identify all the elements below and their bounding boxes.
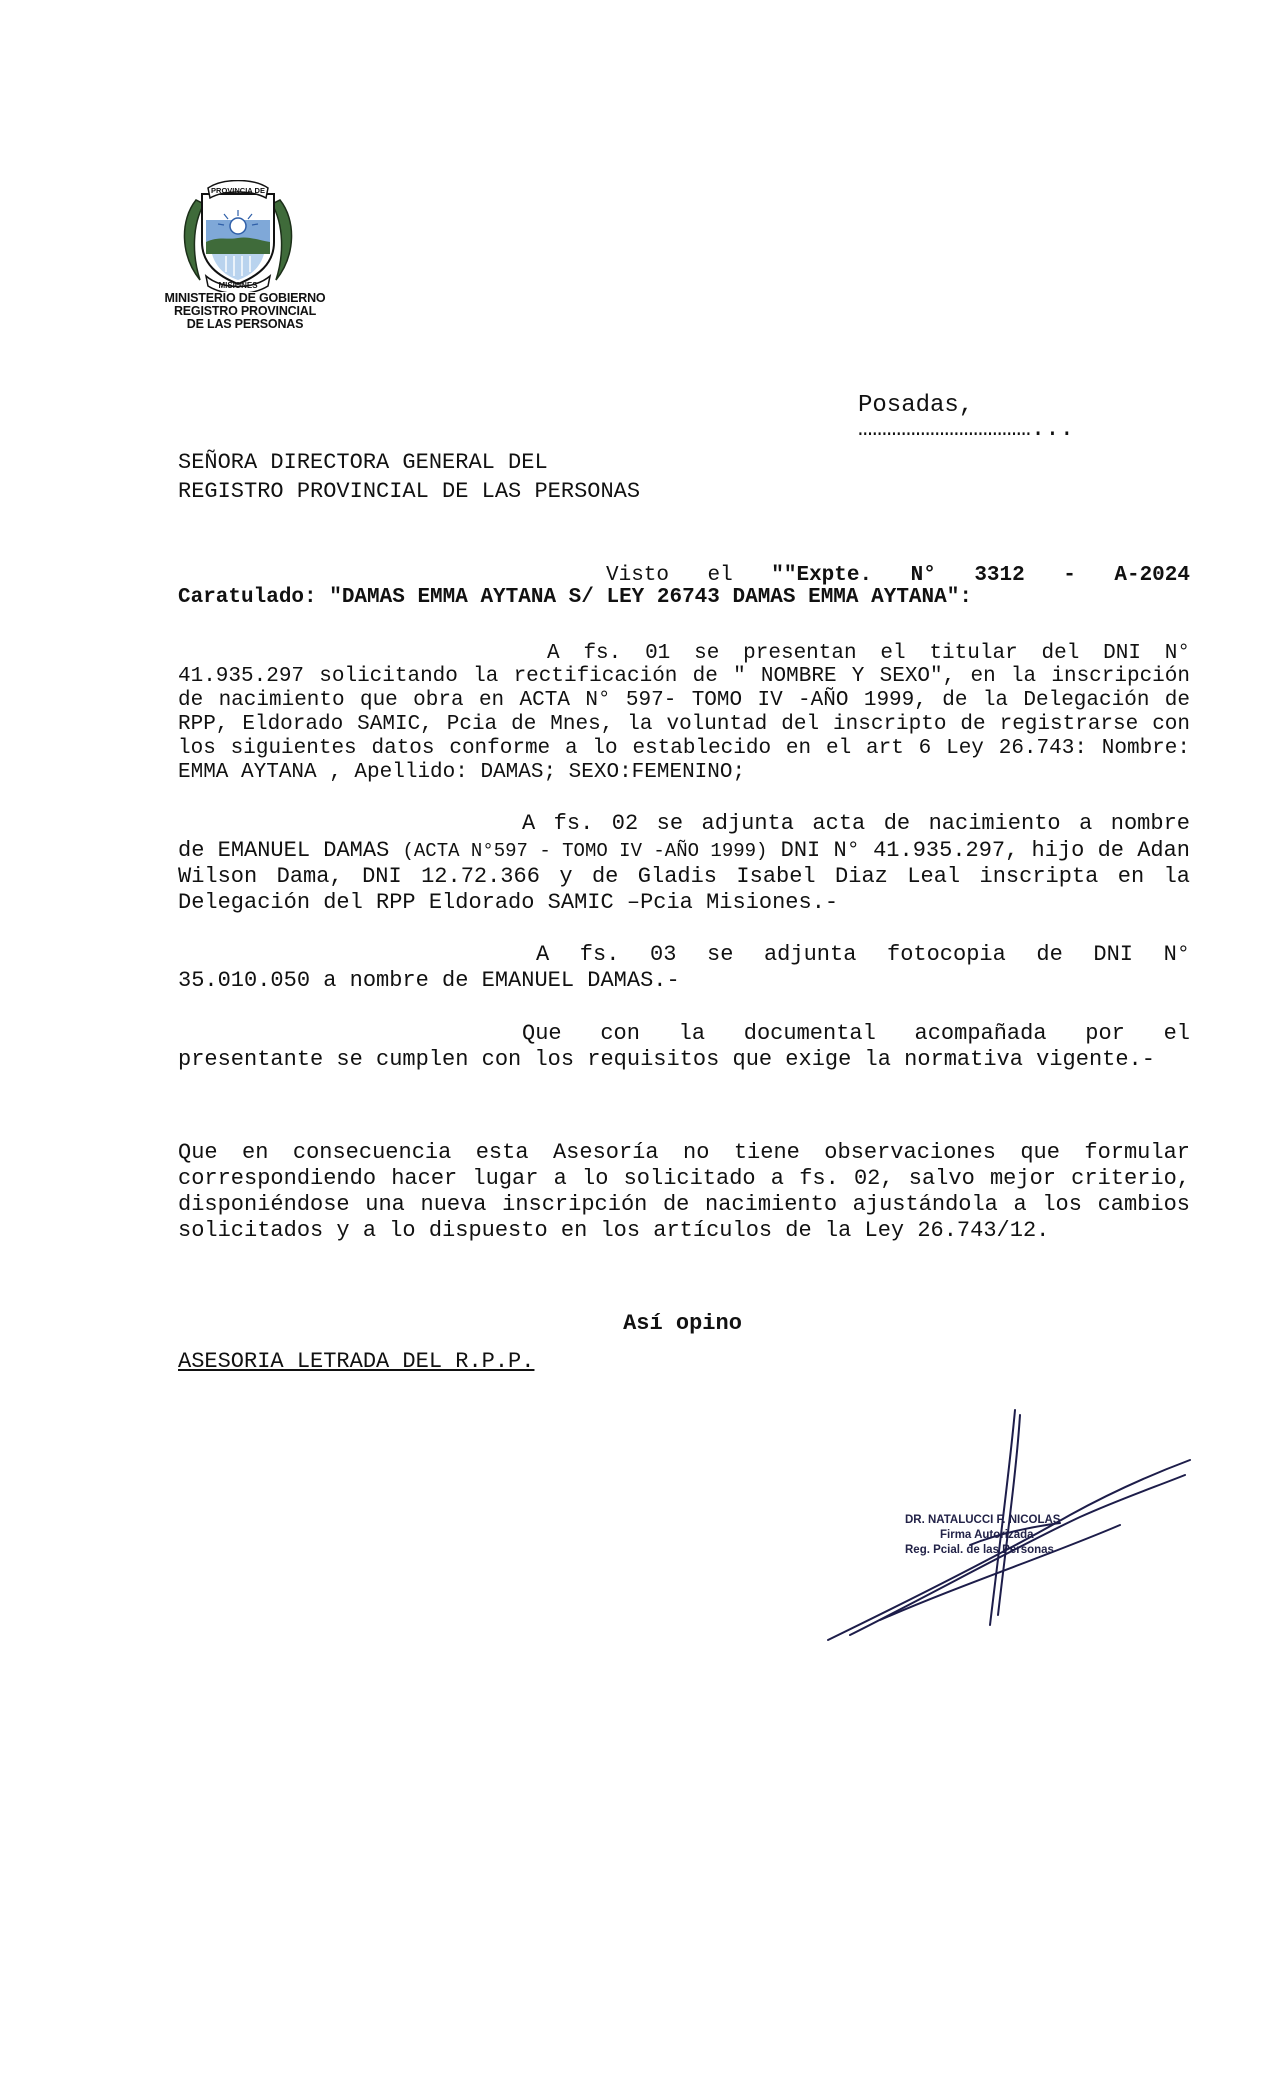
ministry-line: DE LAS PERSONAS (186, 317, 304, 331)
visto-line (606, 564, 1190, 588)
recipient-line-2: REGISTRO PROVINCIAL DE LAS PERSONAS (178, 479, 641, 504)
paragraph-3-body: 35.010.050 a nombre de EMANUEL DAMAS.- (178, 968, 680, 993)
paragraph-1-first-line: A fs. 01 se presentan el titular del DNI N° (547, 642, 1190, 665)
seal-ribbon-top-text: PROVINCIA DE (211, 186, 265, 195)
provincial-seal-logo (178, 180, 298, 292)
paragraph-4-first-line: Que con la documental acompañada por el (522, 1021, 1190, 1046)
seal-ribbon-bottom-text: MISIONES (218, 281, 258, 290)
paragraph-2-part-b: DNI N° 41.935.297, hijo de Adan Wilson Dama, DNI 12.72.366 y de Gladis Isabel Diaz Leal inscripta en la Delegación del RPP Eldorado SAMIC –Pcia Misiones.- (178, 838, 1190, 915)
ministry-line: MINISTERIO DE GOBIERNO (164, 291, 326, 305)
paragraph-1-body: 41.935.297 solicitando la rectificación de " NOMBRE Y SEXO", en la inscripción de nacimiento que obra en ACTA N° 597- TOMO IV -AÑO 1999, de la Delegación de RPP, Eldorado SAMIC, Pcia de Mnes, la voluntad del inscripto de registrarse con los siguientes datos conforme a lo establecido en el art 6 Ley 26.743: Nombre: EMMA AYTANA , Apellido: DAMAS; SEXO:FEMENINO; (178, 665, 1190, 784)
paragraph-3-first-line: A fs. 03 se adjunta fotocopia de DNI N° (536, 942, 1190, 967)
paragraph-2-first-line: A fs. 02 se adjunta acta de nacimiento a nombre (522, 811, 1190, 836)
paragraph-2-body (178, 838, 1190, 916)
handwritten-signature (820, 1405, 1200, 1645)
paragraph-4-body: presentante se cumplen con los requisitos que exige la normativa vigente.- (178, 1047, 1155, 1072)
signatory-office: ASESORIA LETRADA DEL R.P.P. (178, 1349, 535, 1374)
place-date: Posadas, ………………………………... (858, 392, 1075, 443)
paragraph-5-conclusion: Que en consecuencia esta Asesoría no tiene observaciones que formular correspondiendo hacer lugar a lo solicitado a fs. 02, salvo mejor criterio, disponiéndose una nueva inscripción de nacimiento ajustándola a los cambios solicitados y a lo dispuesto en los artículos de la Ley 26.743/12. (178, 1140, 1190, 1243)
expediente-number: ""Expte. N° 3312 - A-2024 (771, 564, 1190, 587)
ministry-line: REGISTRO PROVINCIAL (173, 304, 317, 318)
opinion-heading: Así opino (623, 1311, 742, 1336)
paragraph-2-acta-reference: (ACTA N°597 - TOMO IV -AÑO 1999) (402, 840, 768, 862)
stamp-line-title: Firma Autorizada (940, 1529, 1034, 1541)
ministry-header (155, 292, 335, 331)
caratulado-line: Caratulado: "DAMAS EMMA AYTANA S/ LEY 26743 DAMAS EMMA AYTANA": (178, 586, 972, 609)
recipient-block (178, 448, 878, 506)
stamp-line-name: DR. NATALUCCI F. NICOLAS (905, 1514, 1061, 1526)
recipient-line-1: SEÑORA DIRECTORA GENERAL DEL (178, 450, 548, 475)
visto-prefix: Visto el (606, 564, 733, 587)
paragraph-2-part-a: de EMANUEL DAMAS (178, 838, 403, 863)
stamp-line-office: Reg. Pcial. de las Personas (905, 1544, 1054, 1556)
